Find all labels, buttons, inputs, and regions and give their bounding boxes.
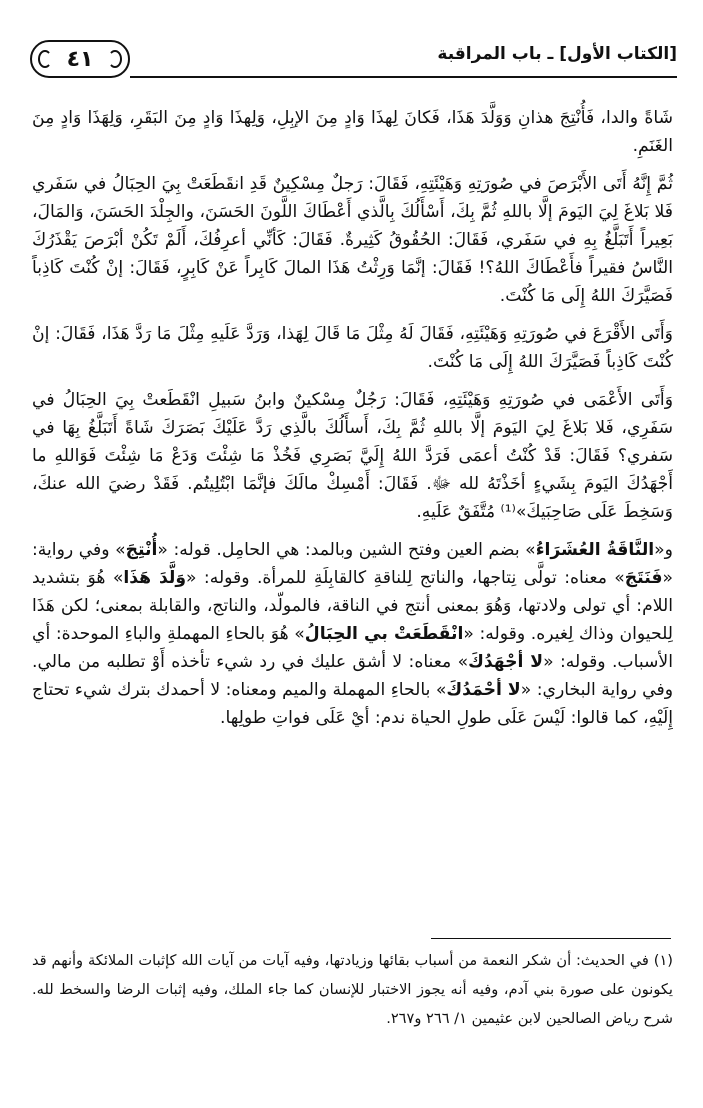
explanation-text: » بضم العين وفتح الشين وبالمد: هي الحامِل. قوله: «: [157, 540, 536, 560]
explained-term: وَلَّدَ هَذَا: [123, 568, 187, 588]
explained-term: لا أجْهَدُكَ: [468, 652, 544, 672]
explained-term: لا أحْمَدُكَ: [446, 680, 521, 700]
hadith-paragraph-1: شَاةً والدا، فَأُنْتِجَ هذانِ وَوَلَّدَ هَذَا، فَكانَ لِهذَا وَادٍ مِنَ الإبِلِ، وَلِهذَا وَادٍ مِنَ البَقَرِ، وَلِهَذَا وَادٍ مِنَ الغَنَمِ.: [32, 108, 673, 156]
hadith-paragraph-3: وَأَتَى الأَقْرَعَ في صُورَتِهِ وَهَيْئَتِهِ، فَقَالَ لَهُ مِثْلَ مَا قَالَ لِهَذا، وَرَدَّ عَلَيهِ مِثْلَ مَا رَدَّ هَذَا، فَقَالَ: إنْ كُنْتَ كَاذِباً فَصَيَّرَكَ اللهُ إِلَى مَا كُنْتَ.: [32, 324, 673, 372]
explanation-text: » هُوَ بتشديد اللام: أي تولى ولادتها، وَهُوَ بمعنى أنتج في الناقة، فالمولّد، والناتج، والقابلة بمعنى؛ لكن هَذَا لِلحيوان وذاك لِغيره. وقوله: «: [32, 568, 674, 644]
explained-term: النَّاقَةُ العُشَرَاءُ: [535, 540, 655, 560]
hadith-paragraph-2: ثُمَّ إِنَّهُ أَتَى الأَبْرَصَ في صُورَتِهِ وَهَيْئَتِهِ، فَقَالَ: رَجلٌ مِسْكِينٌ قَدِ انقَطَعَتْ بِيَ الحِبَالُ في سَفَري فَلا بَلاغَ لِيَ اليَومَ إلَّا باللهِ ثُمَّ بِكَ، أَسْأَلُكَ بِالَّذي أَعْطَاكَ اللَّونَ الحَسَنَ، والجِلْدَ الحَسَنَ، وَالمَالَ، بَعِيراً أَتَبَلَّغُ بِهِ في سَفَري، فَقَالَ: الحُقُوقُ كَثِيرةٌ. فَقَالَ: كَأنِّي أعرِفُكَ، أَلَمْ تَكُنْ أبْرَصَ يَقْذَرُكَ النَّاسُ فقيراً فأَعْطَاكَ اللهُ؟! فَقَالَ: إنَّمَا وَرِثْتُ هَذَا المالَ كَابِراً عَنْ كَابِرٍ، فَقَالَ: إنْ كُنْتَ كَاذِباً فَصَيَّرَكَ اللهُ إِلَى مَا كُنْتَ.: [32, 174, 673, 306]
explanation-text: و«: [654, 540, 673, 560]
explanation-paragraph: [32, 536, 673, 732]
header-rule: [130, 76, 677, 78]
main-text: [32, 104, 673, 742]
page-header: [30, 40, 677, 84]
footnotes: [32, 946, 673, 1033]
page-number: ٤١: [30, 40, 130, 78]
explanation-text: » بالحاءِ المهملة والميم ومعناه: لا أحمدك بترك شيء تحتاج إِلَيْهِ، كما قالوا: لَيْسَ عَلَى طولِ الحياة ندم: أيْ عَلَى فواتِ طولِها.: [32, 680, 673, 728]
explanation-text: » معناه: تولَّى نِتاجها، والناتج لِلناقةِ كالقابِلَةِ للمرأة. وقوله: «: [186, 568, 625, 588]
footnote-1: (١) في الحديث: أن شكر النعمة من أسباب بقائها وزيادتها، وفيه آيات من آيات الله كإثبات الملائكة وأنهم قد يكونون على صورة بني آدم، وفيه أنه يجوز الاختبار للإنسان كما جاء الملك، وفيه إثبات الرضا والسخط لله. شرح رياض الصالحين لابن عثيمين ١/ ٢٦٦ و٢٦٧.: [32, 952, 673, 1027]
explained-term: أُنْتِجَ: [125, 540, 158, 560]
explained-term: انْقَطَعَتْ بي الحِبَالُ: [304, 624, 464, 644]
hadith-paragraph-4: وَأَتَى الأَعْمَى في صُورَتِهِ وَهَيْئَتِهِ، فَقَالَ: رَجُلٌ مِسْكينٌ وابنُ سَبيلِ انْقَطَعتْ بِيَ الحِبَالُ في سَفَرِي، فَلا بَلاغَ لِيَ اليَومَ إلَّا باللهِ ثُمَّ بِكَ، أَسأَلُكَ بالَّذِي رَدَّ عَلَيْكَ بَصَرَكَ شَاةً أَتَبَلَّغُ بِهَا في سَفري؟ فَقَالَ: قَدْ كُنْتُ أعمَى فَرَدَّ اللهُ إِلَيَّ بَصَرِي فَخُذْ مَا شِئْتَ وَدَعْ مَا شِئْتَ فَوَاللهِ ما أَجْهَدُكَ اليَومَ بِشَيءٍ أخَذْتَهُ لله ﷻ. فَقَالَ: أَمْسِكْ مالَكَ فإنَّمَا ابْتُلِيتُم. فَقَدْ رضيَ الله عنكَ، وَسَخِطَ عَلَى صَاحِبَيكَ»⁽¹⁾ مُتَّفَقٌ عَلَيهِ.: [32, 390, 673, 522]
footnote-divider: [431, 938, 671, 939]
explanation-text: » هُوَ بالحاءِ المهملةِ والباءِ الموحدة: أي الأسباب. وقوله: «: [32, 624, 673, 672]
chapter-title: [الكتاب الأول] ـ باب المراقبة: [437, 44, 677, 64]
explanation-text: » معناه: لا أشق عليك في رد شيء تأخذه أَوْ تطلبه من مالي. وفي رواية البخاري: «: [32, 652, 673, 700]
explanation-text: » وفي رواية: «: [32, 540, 673, 588]
explained-term: فَنَتَجَ: [624, 568, 663, 588]
